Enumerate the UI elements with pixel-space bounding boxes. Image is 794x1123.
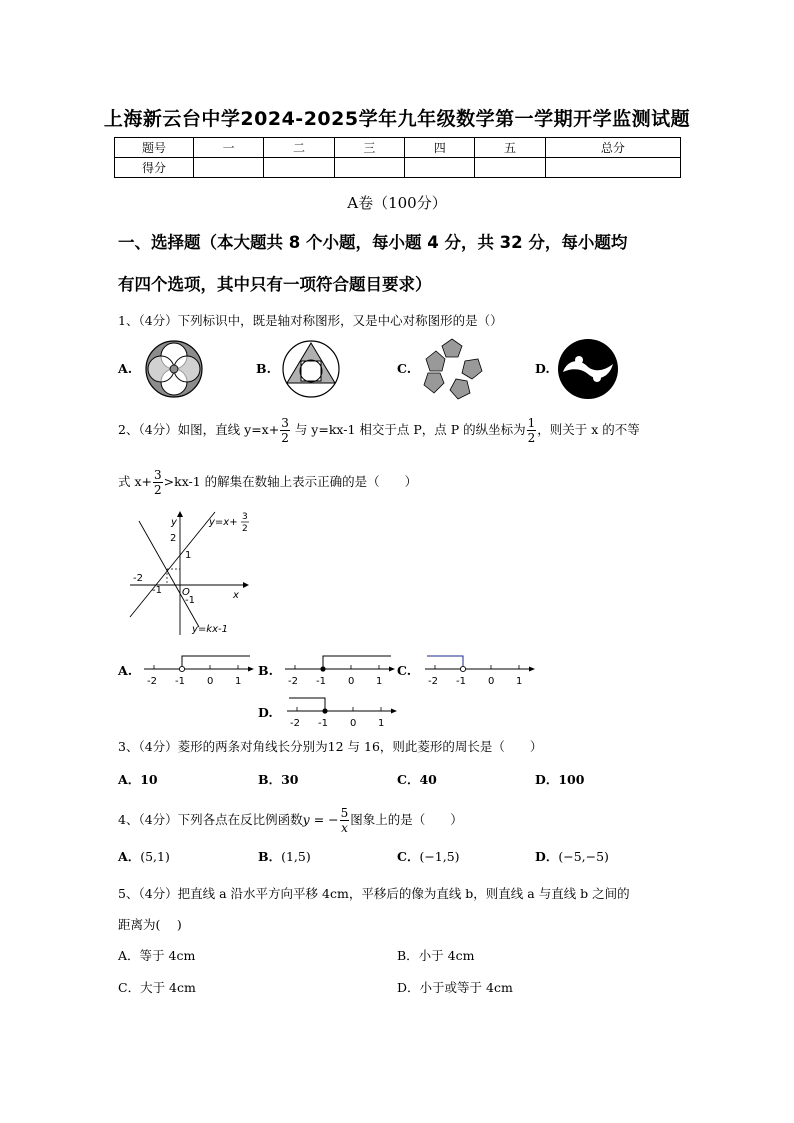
question-4-text — [118, 806, 463, 835]
option-value: (−5,−5) — [558, 849, 609, 864]
origin-label: O — [182, 587, 190, 598]
q4-option-a — [118, 848, 170, 866]
q1-option-b-label: B. — [256, 361, 271, 376]
q2-text-part: 与 y=kx-1 相交于点 P，点 P 的纵坐标为 — [290, 422, 526, 437]
tick-label: -2 — [147, 676, 157, 687]
page-title: 上海新云台中学2024-2025学年九年级数学第一学期开学监测试题 — [103, 108, 691, 130]
fraction — [527, 416, 537, 445]
question-5-line1: 5、（4分）把直线 a 沿水平方向平移 4cm，平移后的像为直线 b，则直线 a 与直线 b 之间的 — [118, 886, 630, 901]
tick-label: 0 — [207, 676, 214, 687]
y-tick-minus-1: -1 — [185, 595, 195, 606]
x-tick-minus-1: -1 — [152, 585, 162, 596]
q4-text-part: 图象上的是（ ） — [350, 812, 463, 827]
q1-figure-a — [144, 339, 204, 399]
option-value: (−1,5) — [419, 849, 460, 864]
tick-label: -2 — [290, 718, 300, 729]
section-heading-a: A卷（100分） — [347, 194, 447, 212]
score-cell[interactable] — [405, 158, 475, 178]
q4-option-d — [535, 848, 609, 866]
q1-figure-d — [557, 338, 619, 400]
q1-option-c-label: C. — [397, 361, 412, 376]
y-tick-2: 2 — [170, 533, 177, 544]
x-axis-label: x — [233, 590, 239, 601]
option-value: (1,5) — [281, 849, 311, 864]
score-cell[interactable] — [545, 158, 680, 178]
y-axis-arrow — [177, 511, 183, 517]
q2-option-b-label: B. — [258, 663, 273, 678]
section-1-line2: 有四个选项，其中只有一项符合题目要求） — [118, 275, 432, 294]
q5-option-c: C．大于 4cm — [118, 980, 196, 995]
q2-text-part: 式 x+ — [118, 474, 152, 489]
score-cell[interactable] — [194, 158, 264, 178]
q4-option-c — [397, 848, 460, 866]
table-row-label: 得分 — [115, 158, 194, 178]
tick-label: 0 — [348, 676, 355, 687]
q4-text-part: 4、（4分）下列各点在反比例函数 — [118, 812, 303, 827]
line1-frac-den: 2 — [242, 524, 248, 534]
q2-option-d-label: D. — [258, 705, 273, 720]
table-row — [115, 138, 681, 158]
question-1-text: 1、（4分）下列标识中，既是轴对称图形，又是中心对称图形的是（） — [118, 313, 503, 328]
table-header-cell: 题号 — [115, 138, 194, 158]
q2-numberline-b — [285, 652, 395, 688]
fraction — [340, 806, 350, 835]
q2-numberline-d — [287, 694, 397, 730]
tick-label: 0 — [488, 676, 495, 687]
q2-option-c-label: C. — [397, 663, 412, 678]
q1-figure-b — [281, 339, 341, 399]
q3-option-c: C．40 — [397, 772, 437, 787]
q2-numberline-a — [144, 652, 254, 688]
tick-label: -1 — [318, 718, 328, 729]
score-cell[interactable] — [334, 158, 404, 178]
q2-numberline-c — [425, 652, 535, 688]
tick-label: -2 — [428, 676, 438, 687]
x-tick-minus-2: -2 — [133, 573, 143, 584]
q2-coordinate-graph — [125, 505, 260, 640]
line2-label: y=kx-1 — [192, 624, 228, 635]
tick-label: 1 — [376, 676, 383, 687]
q2-text-part: >kx-1 的解集在数轴上表示正确的是（ ） — [163, 474, 418, 489]
tick-label: -1 — [456, 676, 466, 687]
question-2-line2 — [118, 468, 417, 497]
q1-option-a-label: A. — [118, 361, 133, 376]
line1-frac-num: 3 — [242, 512, 248, 522]
q4-option-b — [258, 848, 311, 866]
table-header-cell: 一 — [194, 138, 264, 158]
fraction-numerator: 3 — [154, 468, 162, 482]
q3-option-a: A．10 — [118, 772, 158, 787]
line-y-kx-minus-1 — [139, 521, 199, 627]
fraction-denominator: 2 — [527, 431, 536, 445]
question-5-line2: 距离为( ) — [118, 917, 182, 932]
q5-option-a: A．等于 4cm — [118, 948, 196, 963]
table-header-cell: 五 — [475, 138, 545, 158]
fraction-denominator: 2 — [154, 483, 162, 497]
fraction-numerator: 1 — [527, 416, 536, 430]
option-label: C． — [397, 849, 420, 864]
q2-option-a-label: A. — [118, 663, 133, 678]
option-label: B． — [258, 849, 282, 864]
score-cell[interactable] — [475, 158, 545, 178]
section-1-line1: 一、选择题（本大题共 8 个小题，每小题 4 分，共 32 分，每小题均 — [118, 233, 628, 252]
fraction — [280, 416, 290, 445]
tick-label: -1 — [316, 676, 326, 687]
table-row — [115, 158, 681, 178]
option-label: A． — [118, 849, 141, 864]
tick-label: 0 — [350, 718, 357, 729]
q5-option-b: B．小于 4cm — [397, 948, 475, 963]
table-header-cell: 四 — [405, 138, 475, 158]
score-cell[interactable] — [264, 158, 334, 178]
score-table — [114, 137, 681, 178]
tick-label: -2 — [288, 676, 298, 687]
fraction-denominator: 2 — [281, 431, 289, 445]
q5-option-d: D．小于或等于 4cm — [397, 980, 513, 995]
table-header-cell: 总分 — [545, 138, 680, 158]
q2-text-part: ，则关于 x 的不等 — [537, 422, 640, 437]
q4-function: y = − — [302, 812, 339, 827]
table-header-cell: 三 — [334, 138, 404, 158]
option-value: (5,1) — [140, 849, 170, 864]
tick-label: 1 — [235, 676, 242, 687]
tick-label: 1 — [516, 676, 523, 687]
y-tick-1: 1 — [185, 550, 192, 561]
q1-option-d-label: D. — [535, 361, 550, 376]
x-axis-arrow — [243, 582, 249, 588]
question-3-text: 3、（4分）菱形的两条对角线长分别为12 与 16，则此菱形的周长是（ ） — [118, 739, 543, 754]
y-axis-label: y — [171, 517, 177, 528]
q1-figure-c — [420, 337, 484, 401]
option-label: D． — [535, 849, 559, 864]
fraction-denominator: x — [341, 821, 348, 835]
q3-option-d: D．100 — [535, 772, 585, 787]
fraction-numerator: 5 — [340, 806, 349, 820]
fraction — [153, 468, 163, 497]
tick-label: -1 — [175, 676, 185, 687]
table-header-cell: 二 — [264, 138, 334, 158]
fraction-numerator: 3 — [281, 416, 289, 430]
tick-label: 1 — [378, 718, 385, 729]
q2-text-part: 2、（4分）如图，直线 y=x+ — [118, 422, 280, 437]
line1-label: y=x+ — [209, 517, 238, 528]
question-2-line1 — [118, 416, 640, 445]
q3-option-b: B．30 — [258, 772, 299, 787]
